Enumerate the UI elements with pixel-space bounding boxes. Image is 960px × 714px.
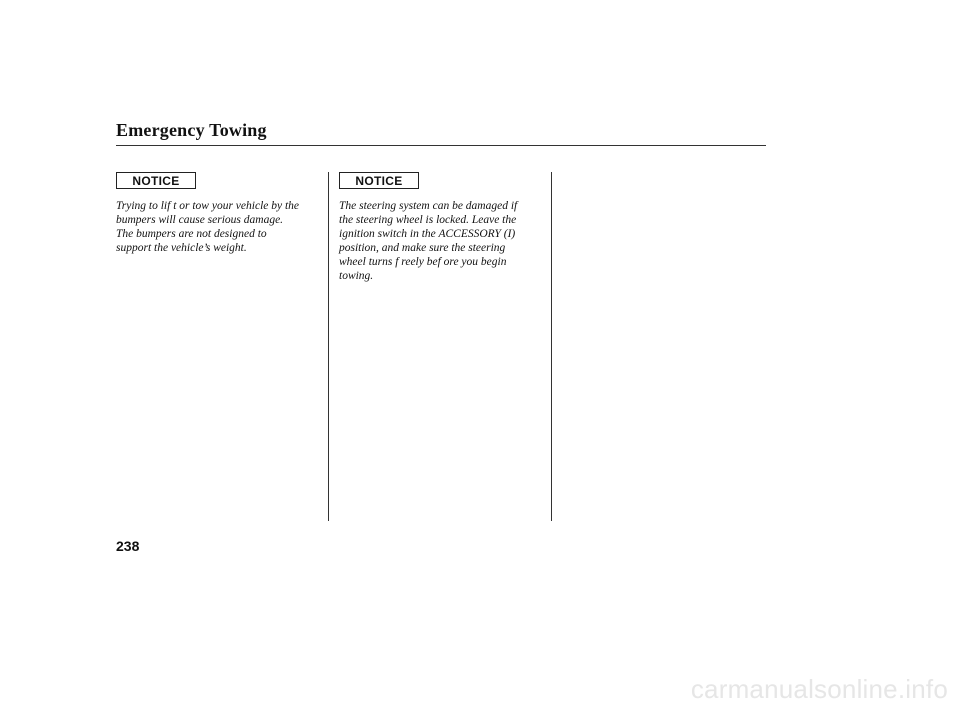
notice-line: towing. <box>339 270 374 282</box>
notice-line: position, and make sure the steering <box>339 242 506 254</box>
notice-badge-2 <box>339 172 419 189</box>
page-title: Emergency Towing <box>116 120 267 140</box>
notice-text-bumpers <box>116 199 324 255</box>
column-divider-right <box>551 172 552 521</box>
notice-text-steering <box>339 199 547 283</box>
notice-line: The bumpers are not designed to <box>116 228 267 240</box>
notice-line: the steering wheel is locked. Leave the <box>339 214 517 226</box>
notice-line: bumpers will cause serious damage. <box>116 214 284 226</box>
column-divider-left <box>328 172 329 521</box>
notice-line: The steering system can be damaged if <box>339 200 518 212</box>
notice-badge-label: NOTICE <box>355 173 403 188</box>
title-divider <box>116 145 766 146</box>
notice-line: Trying to lif t or tow your vehicle by the <box>116 200 300 212</box>
watermark: carmanualsonline.info <box>690 674 948 704</box>
notice-badge-label: NOTICE <box>132 173 180 188</box>
notice-line: ignition switch in the ACCESSORY (I) <box>339 228 516 240</box>
notice-line: support the vehicle’s weight. <box>116 242 247 254</box>
notice-line: wheel turns f reely bef ore you begin <box>339 256 507 268</box>
page-number: 238 <box>116 538 140 554</box>
notice-badge-1 <box>116 172 196 189</box>
